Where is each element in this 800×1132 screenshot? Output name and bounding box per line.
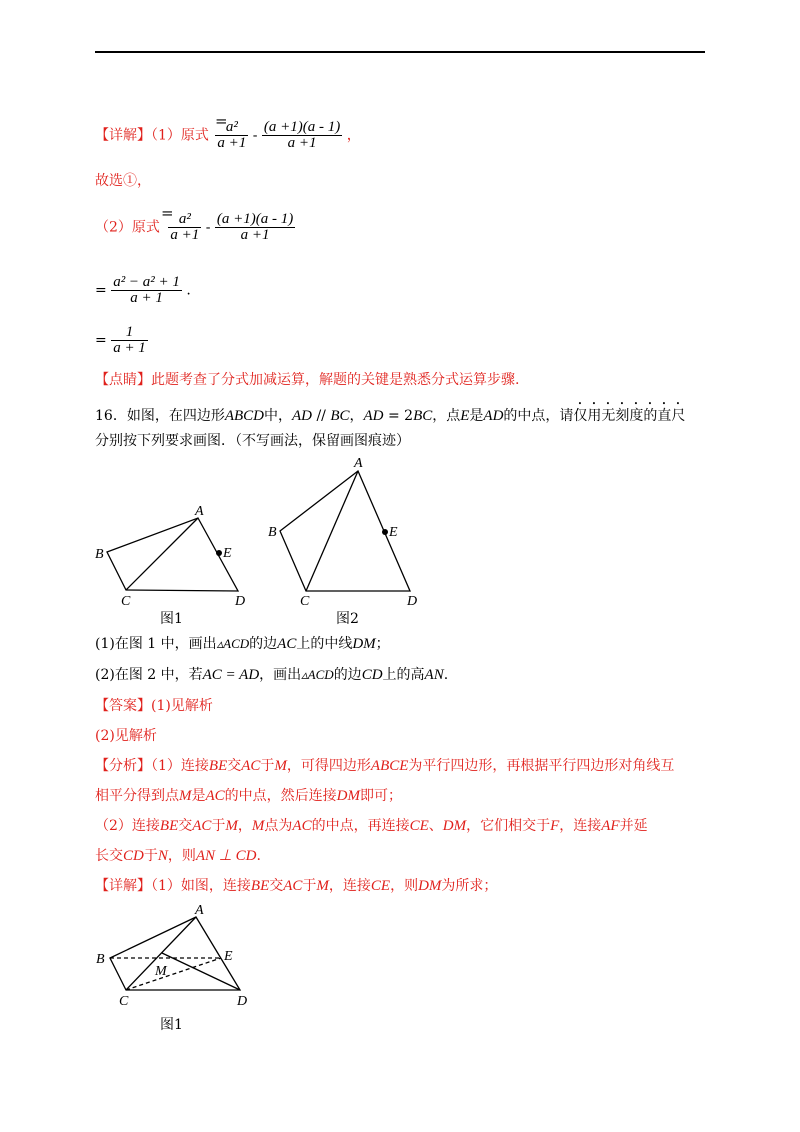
label-e-fig2: E xyxy=(389,525,398,540)
equals-sign: = xyxy=(95,332,107,349)
text: ，点 xyxy=(432,408,461,424)
text: (1)在图 1 中，画出 xyxy=(95,636,217,652)
text: ， xyxy=(237,818,252,834)
text: . xyxy=(443,667,449,683)
math: AC = AD xyxy=(202,667,260,683)
detail-tag-2: （2）原式 xyxy=(95,219,160,236)
label-b-fig1: B xyxy=(95,547,104,562)
text: 于 xyxy=(143,848,158,864)
math: E xyxy=(460,408,470,424)
text: ， xyxy=(349,408,364,424)
math: AD xyxy=(483,408,504,424)
diagonal-ac-solution xyxy=(126,917,196,990)
text: 为平行四边形，再根据平行四边形对角线互 xyxy=(408,758,675,774)
math: CD xyxy=(361,667,383,683)
minus-sign: - xyxy=(252,127,258,144)
text: 的中点，请 xyxy=(503,408,574,424)
math: CD xyxy=(123,848,144,864)
math: DM xyxy=(352,636,376,652)
label-e-solution: E xyxy=(224,949,233,964)
analysis-line-4 xyxy=(95,847,261,865)
question-16-line-2: 分别按下列要求画图．（不写画法，保留画图痕迹） xyxy=(95,433,410,449)
math: AN xyxy=(424,667,444,683)
math: N xyxy=(157,848,168,864)
math: DM xyxy=(418,878,442,894)
text: 【分析】（1）连接 xyxy=(95,758,209,774)
math: AD xyxy=(292,408,312,424)
label-c-solution: C xyxy=(119,994,129,1009)
text: 交 xyxy=(178,818,193,834)
text: 的边 xyxy=(249,636,278,652)
text: 16．如图，在四边形 xyxy=(95,408,225,424)
text: 、 xyxy=(428,818,443,834)
math: F xyxy=(550,818,560,834)
text: 是 xyxy=(469,408,484,424)
text: 的中点，再连接 xyxy=(311,818,410,834)
label-c-fig1: C xyxy=(121,594,131,609)
math: AF xyxy=(601,818,620,834)
label-m-solution: M xyxy=(155,964,167,979)
text: 【详解】（1）如图，连接 xyxy=(95,878,251,894)
text: ，连接 xyxy=(559,818,602,834)
text: 交 xyxy=(269,878,284,894)
math: ABCD xyxy=(224,408,264,424)
equals-sign: = xyxy=(215,112,228,130)
math: M xyxy=(274,758,287,774)
math: BE xyxy=(250,878,270,894)
math: ▵ACD xyxy=(216,636,250,651)
fraction: $\frac{1}{a + 1}$ xyxy=(113,324,146,356)
math: M xyxy=(251,818,265,834)
punct: ， xyxy=(346,127,361,144)
text: 上的中线 xyxy=(296,636,353,652)
part-1-line xyxy=(95,635,390,653)
choice-line: 故选①， xyxy=(95,173,151,189)
text: 交 xyxy=(227,758,242,774)
math: BC xyxy=(330,408,350,424)
math: CE xyxy=(409,818,429,834)
label-d-solution: D xyxy=(237,994,248,1009)
label-e-fig1: E xyxy=(223,546,232,561)
text: 是 xyxy=(191,788,206,804)
text: 上的高 xyxy=(382,667,425,683)
math: DM xyxy=(442,818,467,834)
punct: . xyxy=(186,282,191,299)
math: DM xyxy=(336,788,360,804)
text: 即可； xyxy=(360,788,402,804)
figure-1-caption: 图1 xyxy=(160,611,183,627)
fraction: $\frac{\text{a² − a² + 1}}{a + 1}$ xyxy=(113,274,180,306)
part-2-line xyxy=(95,666,448,684)
math: M xyxy=(225,818,238,834)
label-d-fig1: D xyxy=(235,594,246,609)
diagonal-ac-fig2 xyxy=(306,471,358,591)
equals-sign: = xyxy=(161,204,174,222)
quad-abcd-solution xyxy=(110,917,240,990)
label-a-fig2: A xyxy=(354,456,363,471)
text: ，则 xyxy=(167,848,196,864)
label-a-solution: A xyxy=(195,903,204,918)
label-b-solution: B xyxy=(96,952,105,967)
text: ，画出 xyxy=(259,667,302,683)
math: = 2 xyxy=(383,408,414,424)
text: 长交 xyxy=(95,848,123,864)
text: 于 xyxy=(260,758,275,774)
analysis-line-3 xyxy=(95,817,648,835)
math: AC xyxy=(192,818,212,834)
text: 为所求； xyxy=(441,878,498,894)
analysis-line-2 xyxy=(95,787,402,805)
text: 并延 xyxy=(619,818,648,834)
detail-tag: 【详解】（1）原式 xyxy=(95,127,209,144)
fraction: $\frac{\text{a²}}{a +1}$ xyxy=(217,119,247,151)
text: . xyxy=(256,848,261,864)
math: AC xyxy=(277,636,297,652)
text: ，它们相交于 xyxy=(466,818,551,834)
figure-1 xyxy=(107,518,238,591)
minus-sign: - xyxy=(205,219,211,236)
math: CE xyxy=(370,878,391,894)
fraction: $\frac{\text{a²}}{a +1}$ xyxy=(170,211,200,243)
math: BC xyxy=(413,408,433,424)
math: ▵ACD xyxy=(301,667,334,682)
remark-line: 【点睛】此题考查了分式加减运算，解题的关键是熟悉分式运算步骤. xyxy=(95,372,520,388)
figure-2-caption: 图2 xyxy=(336,611,359,627)
answer-line-2: (2)见解析 xyxy=(95,728,157,744)
math: AC xyxy=(292,818,312,834)
math: BE xyxy=(208,758,228,774)
text: ，可得四边形 xyxy=(286,758,371,774)
text: (2)在图 2 中，若 xyxy=(95,667,203,683)
fraction: $\frac{(a +1)(a - 1)}{a +1}$ xyxy=(216,211,294,243)
label-b-fig2: B xyxy=(268,525,277,540)
point-e-fig2 xyxy=(382,529,388,535)
label-a-fig1: A xyxy=(195,504,204,519)
math: AC xyxy=(283,878,303,894)
text: ； xyxy=(375,636,390,652)
figure-solution-caption: 图1 xyxy=(160,1017,183,1033)
analysis-line-1 xyxy=(95,757,674,775)
text: ，连接 xyxy=(328,878,371,894)
detail-line-3 xyxy=(95,877,497,895)
math: M xyxy=(179,788,192,804)
diagonal-ac-fig1 xyxy=(126,518,198,590)
math: ABCE xyxy=(370,758,409,774)
label-d-fig2: D xyxy=(407,594,418,609)
text: 的中点，然后连接 xyxy=(224,788,337,804)
math: BE xyxy=(159,818,179,834)
label-c-fig2: C xyxy=(300,594,310,609)
text: 的边 xyxy=(333,667,362,683)
answer-line-1: 【答案】(1)见解析 xyxy=(95,698,213,714)
math: AN ⊥ CD xyxy=(195,848,257,864)
point-e-fig1 xyxy=(216,550,222,556)
math: AD xyxy=(363,408,384,424)
parallel-sign: // xyxy=(312,408,331,424)
text: 中， xyxy=(264,408,292,424)
math: AC xyxy=(241,758,261,774)
text: 于 xyxy=(302,878,317,894)
math: M xyxy=(316,878,329,894)
emphasized-text: 仅用无刻度的直尺 xyxy=(573,408,686,424)
text: 相平分得到点 xyxy=(95,788,179,804)
text: 点为 xyxy=(264,818,293,834)
text: 于 xyxy=(211,818,226,834)
figure-solution xyxy=(110,917,240,990)
math: AC xyxy=(205,788,225,804)
fraction: $\frac{(a +1)(a - 1)}{a +1}$ xyxy=(263,119,341,151)
equals-sign: = xyxy=(95,282,107,299)
text: ，则 xyxy=(390,878,419,894)
text: （2）连接 xyxy=(95,818,160,834)
